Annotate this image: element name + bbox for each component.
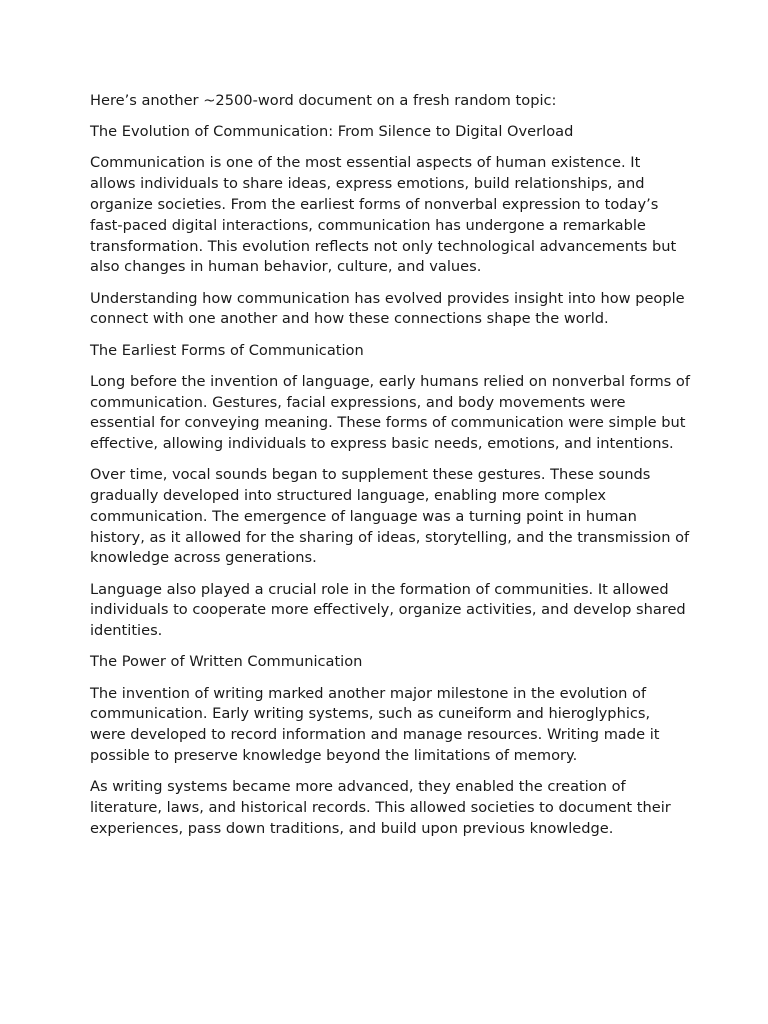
paragraph: Understanding how communication has evolved provides insight into how people connect with one another and how these connections shape the world. xyxy=(90,289,685,328)
section-heading: The Power of Written Communication xyxy=(90,653,363,671)
paragraph: The invention of writing marked another major milestone in the evolution of communication. Early writing systems, such as cuneiform and hieroglyphics, were developed to record information and manage resources. Writing made it possible to preserve knowledge beyond the limitations of memory. xyxy=(90,684,660,765)
document-title: The Evolution of Communication: From Silence to Digital Overload xyxy=(90,123,574,141)
paragraph: Communication is one of the most essential aspects of human existence. It allows individuals to share ideas, express emotions, build relationships, and organize societies. From the earliest forms of nonverbal expression to today’s fast-paced digital interactions, communication has undergone a remarkable transformation. This evolution reflects not only technological advancements but also changes in human behavior, culture, and values. xyxy=(90,154,677,276)
paragraph: Over time, vocal sounds began to supplement these gestures. These sounds gradually developed into structured language, enabling more complex communication. The emergence of language was a turning point in human history, as it allowed for the sharing of ideas, storytelling, and the transmission of knowledge across generations. xyxy=(90,466,690,567)
paragraph: Long before the invention of language, early humans relied on nonverbal forms of communication. Gestures, facial expressions, and body movements were essential for conveying meaning. These forms of communication were simple but effective, allowing individuals to express basic needs, emotions, and intentions. xyxy=(90,372,690,453)
document-body xyxy=(90,91,690,850)
intro-line: Here’s another ~2500-word document on a fresh random topic: xyxy=(90,92,557,109)
paragraph: As writing systems became more advanced, they enabled the creation of literature, laws, and historical records. This allowed societies to document their experiences, pass down traditions, and build upon previous knowledge. xyxy=(90,778,671,837)
paragraph: Language also played a crucial role in the formation of communities. It allowed individuals to cooperate more effectively, organize activities, and develop shared identities. xyxy=(90,580,686,640)
section-heading: The Earliest Forms of Communication xyxy=(90,341,364,359)
